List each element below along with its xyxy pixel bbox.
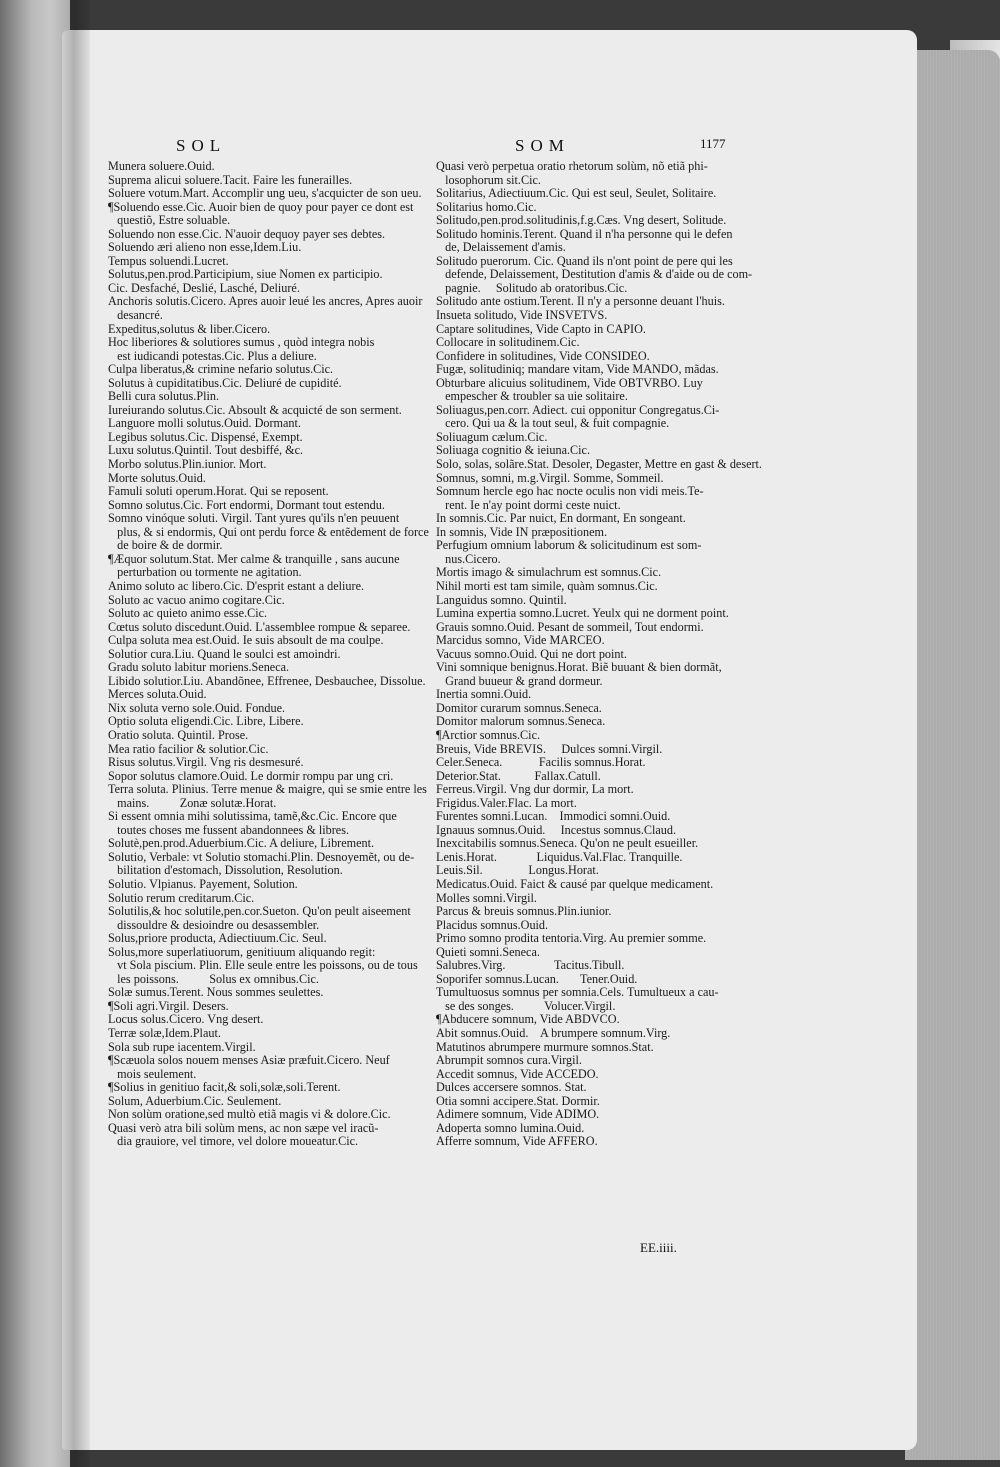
entry-line: Domitor malorum somnus.Seneca. (436, 714, 606, 729)
entry-line: de boire & de dormir. (108, 538, 223, 553)
entry-line: Somno solutus.Cic. Fort endormi, Dormant tout estendu. (108, 497, 385, 512)
entry-line: Solitarius, Adiectiuum.Cic. Qui est seul, Seulet, Solitaire. (436, 186, 717, 201)
entry-line: Soluendo æri alieno non esse,Idem.Liu. (108, 240, 302, 255)
entry-line: Solus,more superlatiuorum, genitiuum aliquando regit: (108, 944, 376, 959)
entry-line: Solitudo ante ostium.Terent. Il n'y a personne deuant l'huis. (436, 294, 725, 309)
entry-line: losophorum sit.Cic. (436, 172, 541, 187)
entry-line: Risus solutus.Virgil. Vng ris desmesuré. (108, 755, 304, 770)
entry-line: Expeditus,solutus & liber.Cicero. (108, 321, 271, 336)
entry-line: Cic. Desfaché, Deslié, Lasché, Deliuré. (108, 280, 300, 295)
entry-line: Non solùm oratione,sed multò etiã magis vi & dolore.Cic. (108, 1107, 391, 1122)
entry-line: Confidere in solitudines, Vide CONSIDEO. (436, 348, 650, 363)
entry-line: Legibus solutus.Cic. Dispensé, Exempt. (108, 429, 303, 444)
running-head-right: SOM (515, 136, 570, 155)
entry-line: toutes choses me fussent abandonnees & libres. (108, 822, 349, 837)
entry-line: Cœtus soluto discedunt.Ouid. L'assemblee rompue & separee. (108, 619, 411, 634)
entry-line: Frigidus.Valer.Flac. La mort. (436, 795, 577, 810)
entry-line: Anchoris solutis.Cicero. Apres auoir leué les ancres, Apres auoir (108, 294, 423, 309)
page-number: 1177 (700, 136, 726, 151)
entry-line: empescher & troubler sa uie solitaire. (436, 389, 628, 404)
entry-line: Culpa liberatus,& crimine nefario solutus.Cic. (108, 362, 334, 377)
entry-line: Adoperta somno lumina.Ouid. (436, 1120, 585, 1135)
entry-line: dia grauiore, vel timore, vel dolore moueatur.Cic. (108, 1134, 359, 1149)
entry-line: Medicatus.Ouid. Faict & causé par quelque medicament. (436, 876, 714, 891)
entry-line: Dulces accersere somnos. Stat. (436, 1080, 587, 1095)
entry-line: de, Delaissement d'amis. (436, 240, 566, 255)
entry-line: Suprema alicui soluere.Tacit. Faire les funerailles. (108, 172, 353, 187)
entry-line: vt Sola piscium. Plin. Elle seule entre les poissons, ou de tous (108, 958, 418, 973)
entry-line: Molles somni.Virgil. (436, 890, 537, 905)
entry-line: Captare solitudines, Vide Capto in CAPIO. (436, 321, 646, 336)
entry-line: Afferre somnum, Vide AFFERO. (436, 1134, 598, 1149)
entry-line: Vini somnique benignus.Horat. Biẽ buuant & bien dormãt, (436, 660, 722, 675)
entry-line: ¶Arctior somnus.Cic. (436, 727, 541, 742)
entry-line: Adimere somnum, Vide ADIMO. (436, 1107, 600, 1122)
entry-line: se des songes. Volucer.Virgil. (436, 998, 616, 1013)
entry-line: Languore molli solutus.Ouid. Dormant. (108, 416, 301, 431)
entry-line: Grand buueur & grand dormeur. (436, 673, 603, 688)
entry-line: desancré. (108, 308, 163, 323)
entry-line: Sopor solutus clamore.Ouid. Le dormir rompu par ung cri. (108, 768, 394, 783)
entry-line: Somno vinóque soluti. Virgil. Tant yures qu'ils n'en peuuent (108, 511, 400, 526)
entry-line: Ferreus.Virgil. Vng dur dormir, La mort. (436, 782, 634, 797)
entry-line: Solutilis,& hoc solutile,pen.cor.Sueton. Qu'on peult aiseement (108, 904, 411, 919)
entry-line: Iureiurando solutus.Cic. Absoult & acquicté de son serment. (108, 402, 402, 417)
entry-line: Libido solutior.Liu. Abandõnee, Effrenee, Desbauchee, Dissolue. (108, 673, 426, 688)
entry-line: In somnis, Vide IN præpositionem. (436, 524, 608, 539)
entry-line: Quasi verò atra bili solùm mens, ac non sæpe vel iracũ- (108, 1120, 379, 1135)
entry-line: est iudicandi potestas.Cic. Plus a deliure. (108, 348, 317, 363)
entry-line: Soluendo non esse.Cic. N'auoir dequoy payer ses debtes. (108, 226, 386, 241)
entry-line: Si essent omnia mihi solutissima, tamẽ,&c.Cic. Encore que (108, 809, 397, 824)
entry-line: Solitarius homo.Cic. (436, 199, 537, 214)
entry-line: Soluere votum.Mart. Accomplir ung ueu, s'acquicter de son ueu. (108, 186, 422, 201)
entry-line: Perfugium omnium laborum & solicitudinum est som- (436, 538, 702, 553)
entry-line: Solutior cura.Liu. Quand le soulci est amoindri. (108, 646, 341, 661)
entry-line: mois seulement. (108, 1066, 197, 1081)
entry-line: mains. Zonæ solutæ.Horat. (108, 795, 277, 810)
entry-line: rent. Ie n'ay point dormi ceste nuict. (436, 497, 621, 512)
entry-line: Lumina expertia somno.Lucret. Yeulx qui ne dorment point. (436, 606, 729, 621)
entry-line: Solitudo puerorum. Cic. Quand ils n'ont point de pere qui les (436, 253, 733, 268)
entry-line: Terra soluta. Plinius. Terre menue & maigre, qui se smie entre les (108, 782, 427, 797)
entry-line: ¶Soli agri.Virgil. Desers. (108, 998, 229, 1013)
entry-line: Inexcitabilis somnus.Seneca. Qu'on ne peult esueiller. (436, 836, 699, 851)
entry-line: Breuis, Vide BREVIS. Dulces somni.Virgil. (436, 741, 663, 756)
entry-line: Tempus soluendi.Lucret. (108, 253, 229, 268)
entry-line: Tumultuosus somnus per somnia.Cels. Tumultueux a cau- (436, 985, 719, 1000)
entry-line: Lenis.Horat. Liquidus.Val.Flac. Tranquille. (436, 849, 683, 864)
entry-line: Celer.Seneca. Facilis somnus.Horat. (436, 755, 646, 770)
entry-line: dissouldre & desioindre ou desassembler. (108, 917, 320, 932)
entry-line: Collocare in solitudinem.Cic. (436, 335, 580, 350)
entry-line: Solus,priore producta, Adiectiuum.Cic. Seul. (108, 931, 327, 946)
entry-line: Soliuaga cognitio & ieiuna.Cic. (436, 443, 591, 458)
entry-line: Soluto ac quieto animo esse.Cic. (108, 606, 268, 621)
entry-line: plus, & si endormis, Qui ont perdu force & entẽdement de force (108, 524, 429, 539)
entry-line: Deterior.Stat. Fallax.Catull. (436, 768, 601, 783)
entry-line: Optio soluta eligendi.Cic. Libre, Libere. (108, 714, 304, 729)
entry-line: Solutio. Vlpianus. Payement, Solution. (108, 876, 298, 891)
entry-line: Soliuagum cælum.Cic. (436, 429, 548, 444)
entry-line: nus.Cicero. (436, 551, 501, 566)
entry-line: Salubres.Virg. Tacitus.Tibull. (436, 958, 625, 973)
entry-line: ¶Soluendo esse.Cic. Auoir bien de quoy pour payer ce dont est (108, 199, 414, 214)
entry-line: Accedit somnus, Vide ACCEDO. (436, 1066, 599, 1081)
entry-line: defende, Delaissement, Destitution d'amis & d'aide ou de com- (436, 267, 753, 282)
entry-line: Abit somnus.Ouid. A brumpere somnum.Virg. (436, 1026, 671, 1040)
entry-line: Locus solus.Cicero. Vng desert. (108, 1012, 264, 1027)
entry-line: Solutè,pen.prod.Aduerbium.Cic. A deliure, Librement. (108, 836, 375, 851)
entry-line: Oratio soluta. Quintil. Prose. (108, 727, 249, 742)
entry-line: Inertia somni.Ouid. (436, 687, 532, 702)
entry-line: Soporifer somnus.Lucan. Tener.Ouid. (436, 971, 638, 986)
spine-shadow (50, 0, 90, 1467)
entry-line: Solo, solas, solãre.Stat. Desoler, Degaster, Mettre en gast & desert. (436, 457, 762, 472)
entry-line: Solum, Aduerbium.Cic. Seulement. (108, 1093, 282, 1108)
entry-line: Marcidus somno, Vide MARCEO. (436, 633, 605, 648)
entry-line: cero. Qui ua & la tout seul, & fuit compagnie. (436, 416, 670, 431)
entry-line: Solutus,pen.prod.Participium, siue Nomen ex participio. (108, 267, 383, 282)
entry-line: Terræ solæ,Idem.Plaut. (108, 1026, 221, 1040)
entry-line: Hoc liberiores & solutiores sumus , quòd integra nobis (108, 335, 375, 350)
entry-line: Mortis imago & simulachrum est somnus.Cic. (436, 565, 662, 580)
entry-line: pagnie. Solitudo ab oratoribus.Cic. (436, 280, 628, 295)
entry-line: questiõ, Estre soluable. (108, 213, 231, 228)
entry-line: Solæ sumus.Terent. Nous sommes seulettes. (108, 985, 324, 1000)
entry-line: Somnum hercle ego hac nocte oculis non vidi meis.Te- (436, 484, 704, 499)
entry-line: Belli cura solutus.Plin. (108, 389, 220, 404)
entry-line: les poissons. Solus ex omnibus.Cic. (108, 971, 319, 986)
entry-line: Matutinos abrumpere murmure somnos.Stat. (436, 1039, 654, 1054)
entry-line: ¶Abducere somnum, Vide ABDVCO. (436, 1012, 620, 1027)
entry-line: Domitor curarum somnus.Seneca. (436, 700, 602, 715)
entry-line: Solutus à cupiditatibus.Cic. Deliuré de cupidité. (108, 375, 342, 390)
entry-line: perturbation ou tormente ne agitation. (108, 565, 302, 580)
entry-line: Vacuus somno.Ouid. Qui ne dort point. (436, 646, 627, 661)
entry-line: Solitudo,pen.prod.solitudinis,f.g.Cæs. Vng desert, Solitude. (436, 213, 727, 228)
entry-line: bilitation d'estomach, Dissolution, Resolution. (108, 863, 343, 878)
entry-line: Quasi verò perpetua oratio rhetorum solùm, nõ etiã phi- (436, 159, 708, 173)
entry-line: Nihil morti est tam simile, quàm somnus.Cic. (436, 578, 658, 593)
entry-line: ¶Scæuola solos nouem menses Asiæ præfuit.Cicero. Neuf (108, 1053, 390, 1068)
entry-line: Otia somni accipere.Stat. Dormir. (436, 1093, 600, 1108)
entry-line: Furentes somni.Lucan. Immodici somni.Ouid. (436, 809, 671, 824)
entry-line: Solutio, Verbale: vt Solutio stomachi.Plin. Desnoyemẽt, ou de- (108, 849, 415, 864)
entry-line: Gradu soluto labitur moriens.Seneca. (108, 660, 290, 675)
entry-line: Soliuagus,pen.corr. Adiect. cui opponitur Congregatus.Ci- (436, 402, 720, 417)
entry-line: In somnis.Cic. Par nuict, En dormant, En songeant. (436, 511, 686, 526)
entry-line: Nix soluta verno sole.Ouid. Fondue. (108, 700, 286, 715)
entry-line: Soluto ac vacuo animo cogitare.Cic. (108, 592, 285, 607)
entry-line: Languidus somno. Quintil. (436, 592, 567, 607)
dictionary-column-right (436, 159, 762, 1149)
entry-line: Abrumpit somnos cura.Virgil. (436, 1053, 582, 1068)
entry-line: Culpa soluta mea est.Ouid. Ie suis absoult de ma coulpe. (108, 633, 384, 648)
entry-line: Obturbare alicuius solitudinem, Vide OBTVRBO. Luy (436, 375, 703, 390)
signature-mark: EE.iiii. (640, 1240, 677, 1255)
entry-line: Insueta solitudo, Vide INSVETVS. (436, 308, 608, 323)
entry-line: Sola sub rupe iacentem.Virgil. (108, 1039, 256, 1054)
entry-line: Morte solutus.Ouid. (108, 470, 206, 485)
entry-line: ¶Æquor solutum.Stat. Mer calme & tranquille , sans aucune (108, 551, 400, 566)
dictionary-column-left (108, 160, 438, 1149)
entry-line: Somnus, somni, m.g.Virgil. Somme, Sommeil. (436, 470, 664, 485)
entry-line: Luxu solutus.Quintil. Tout desbiffé, &c. (108, 443, 304, 458)
page-stack-edges (905, 50, 1000, 1460)
entry-line: ¶Solius in genitiuo facit,& soli,solæ,soli.Terent. (108, 1080, 341, 1095)
entry-line: Merces soluta.Ouid. (108, 687, 207, 702)
entry-line: Parcus & breuis somnus.Plin.iunior. (436, 904, 612, 919)
entry-line: Leuis.Sil. Longus.Horat. (436, 863, 599, 878)
entry-line: Primo somno prodita tentoria.Virg. Au premier somme. (436, 931, 707, 946)
running-head-left: SOL (176, 136, 227, 155)
entry-line: Fugæ, solitudiniq; mandare vitam, Vide MANDO, mãdas. (436, 362, 719, 377)
entry-line: Ignauus somnus.Ouid. Incestus somnus.Claud. (436, 822, 677, 837)
entry-line: Solutio rerum creditarum.Cic. (108, 890, 255, 905)
entry-line: Famuli soluti operum.Horat. Qui se reposent. (108, 484, 329, 499)
entry-line: Grauis somno.Ouid. Pesant de sommeil, Tout endormi. (436, 619, 704, 634)
entry-line: Animo soluto ac libero.Cic. D'esprit estant a deliure. (108, 578, 365, 593)
entry-line: Mea ratio facilior & solutior.Cic. (108, 741, 269, 756)
entry-line: Placidus somnus.Ouid. (436, 917, 549, 932)
entry-line: Morbo solutus.Plin.iunior. Mort. (108, 457, 267, 472)
entry-line: Munera soluere.Ouid. (108, 159, 215, 173)
entry-line: Solitudo hominis.Terent. Quand il n'ha personne qui le defen (436, 226, 733, 241)
entry-line: Quieti somni.Seneca. (436, 944, 540, 959)
